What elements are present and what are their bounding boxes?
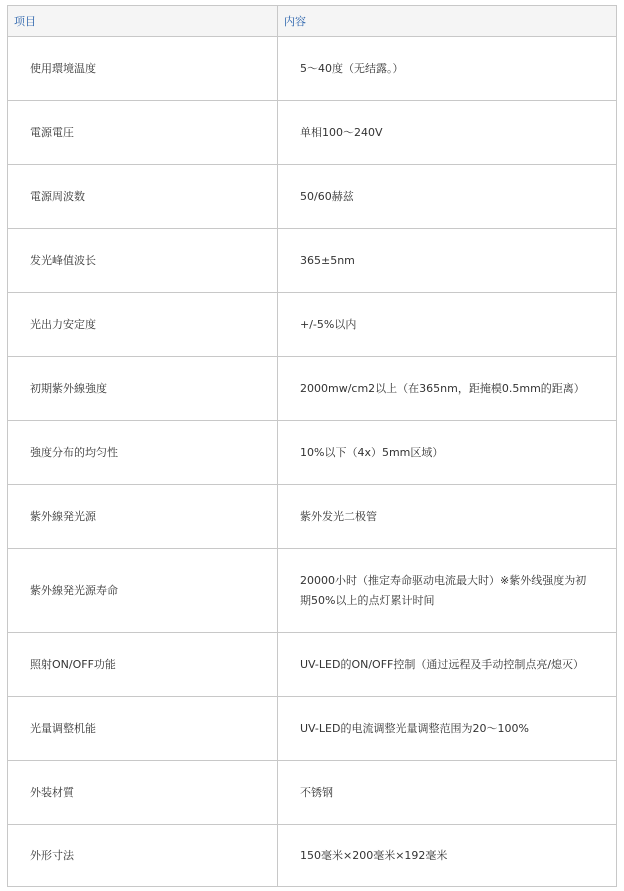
row-content: 150毫米×200毫米×192毫米 bbox=[278, 825, 617, 887]
row-item: 发光峰值波长 bbox=[8, 229, 278, 293]
table-row bbox=[8, 229, 617, 293]
row-content: 紫外发光二极管 bbox=[278, 485, 617, 549]
row-content: UV-LED的电流调整光量调整范围为20～100% bbox=[278, 697, 617, 761]
row-content: +/-5%以内 bbox=[278, 293, 617, 357]
table-row bbox=[8, 293, 617, 357]
table-row bbox=[8, 825, 617, 887]
row-item: 使用環境温度 bbox=[8, 37, 278, 101]
row-content: 365±5nm bbox=[278, 229, 617, 293]
row-item: 初期紫外線強度 bbox=[8, 357, 278, 421]
row-item: 照射ON/OFF功能 bbox=[8, 633, 278, 697]
row-content: 单相100～240V bbox=[278, 101, 617, 165]
row-item: 紫外線発光源 bbox=[8, 485, 278, 549]
table-row bbox=[8, 761, 617, 825]
table-row bbox=[8, 165, 617, 229]
table-row bbox=[8, 697, 617, 761]
row-content: 20000小时（推定寿命驱动电流最大时）※紫外线强度为初期50%以上的点灯累计时间 bbox=[278, 549, 617, 633]
spec-table bbox=[7, 5, 617, 887]
table-row bbox=[8, 485, 617, 549]
row-item: 強度分布的均匀性 bbox=[8, 421, 278, 485]
table-row bbox=[8, 101, 617, 165]
row-content: 50/60赫兹 bbox=[278, 165, 617, 229]
table-row bbox=[8, 633, 617, 697]
row-item: 電源周波数 bbox=[8, 165, 278, 229]
row-item: 外形寸法 bbox=[8, 825, 278, 887]
table-header-row bbox=[8, 6, 617, 37]
table-row bbox=[8, 549, 617, 633]
row-item: 外装材質 bbox=[8, 761, 278, 825]
row-content: 5～40度（无结露。） bbox=[278, 37, 617, 101]
table-row bbox=[8, 357, 617, 421]
row-item: 紫外線発光源寿命 bbox=[8, 549, 278, 633]
row-content: 不锈钢 bbox=[278, 761, 617, 825]
header-content: 内容 bbox=[278, 6, 617, 37]
row-item: 電源電圧 bbox=[8, 101, 278, 165]
row-content: 10%以下（4x）5mm区域） bbox=[278, 421, 617, 485]
row-content: 2000mw/cm2以上（在365nm，距掩模0.5mm的距离） bbox=[278, 357, 617, 421]
row-item: 光量调整机能 bbox=[8, 697, 278, 761]
row-item: 光出力安定度 bbox=[8, 293, 278, 357]
table-row bbox=[8, 37, 617, 101]
table-row bbox=[8, 421, 617, 485]
header-item: 项目 bbox=[8, 6, 278, 37]
row-content: UV-LED的ON/OFF控制（通过远程及手动控制点亮/熄灭） bbox=[278, 633, 617, 697]
